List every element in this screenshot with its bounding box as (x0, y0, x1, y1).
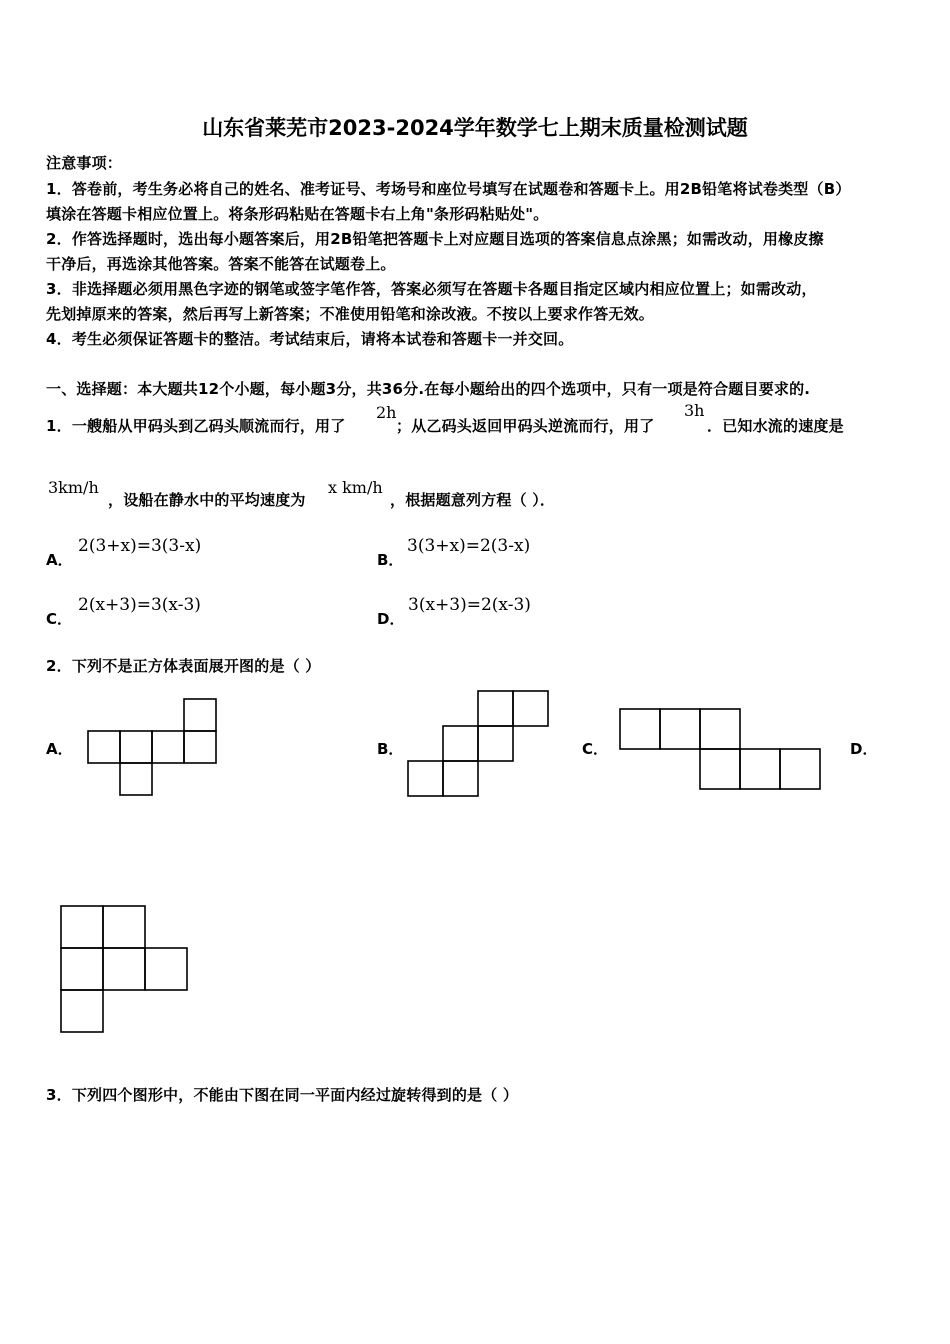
q2-option-d-label[interactable]: D． (850, 740, 878, 758)
notice-line: 填涂在答题卡相应位置上。将条形码粘贴在答题卡右上角"条形码粘贴处"。 (46, 205, 549, 223)
notice-line: 4．考生必须保证答题卡的整洁。考试结束后，请将本试卷和答题卡一并交回。 (46, 330, 574, 348)
notice-line: 先划掉原来的答案，然后再写上新答案；不准使用铅笔和涂改液。不按以上要求作答无效。 (46, 305, 655, 323)
cube-net-a-figure (88, 699, 216, 795)
q1-text-part1: 1．一艘船从甲码头到乙码头顺流而行，用了 (46, 417, 346, 435)
q1-option-d-expr: 3(x+3)=2(x-3) (408, 595, 531, 615)
q1-option-a-label[interactable]: A． (46, 551, 73, 569)
notice-line: 2．作答选择题时，选出每小题答案后，用2B铅笔把答题卡上对应题目选项的答案信息点涂黑；如需改动，用橡皮擦 (46, 230, 824, 248)
q1-text-part4: ，设船在静水中的平均速度为 (108, 491, 306, 509)
q2-option-c-label[interactable]: C． (582, 740, 609, 758)
notice-line: 干净后，再选涂其他答案。答案不能答在试题卷上。 (46, 255, 396, 273)
notice-line: 1．答卷前，考生务必将自己的姓名、准考证号、考场号和座位号填写在试题卷和答题卡上。用2B铅笔将试卷类型（B） (46, 180, 851, 198)
q1-text-part2: ；从乙码头返回甲码头逆流而行，用了 (396, 417, 655, 435)
q1-time-downstream: 2h (376, 403, 397, 422)
q1-option-c-label[interactable]: C． (46, 610, 73, 628)
q1-variable: x km/h (328, 478, 383, 497)
q1-water-speed: 3km/h (48, 478, 99, 497)
notice-heading: 注意事项： (46, 154, 123, 172)
section-heading: 一、选择题：本大题共12个小题，每小题3分，共36分.在每小题给出的四个选项中，只有一项是符合题目要求的. (46, 380, 811, 398)
cube-net-c-figure (620, 709, 820, 789)
q1-option-d-label[interactable]: D． (377, 610, 405, 628)
q1-time-upstream: 3h (684, 401, 705, 420)
q2-option-b-label[interactable]: B． (377, 740, 404, 758)
q1-option-b-label[interactable]: B． (377, 551, 404, 569)
cube-net-b-figure (408, 691, 548, 796)
q1-option-a-expr: 2(3+x)=3(3-x) (78, 536, 202, 556)
q3-text: 3．下列四个图形中，不能由下图在同一平面内经过旋转得到的是（ ） (46, 1086, 519, 1104)
q1-text-part5: ，根据题意列方程（ ）． (390, 491, 556, 509)
q2-text: 2．下列不是正方体表面展开图的是（ ） (46, 657, 321, 675)
q1-option-b-expr: 3(3+x)=2(3-x) (407, 536, 531, 556)
page-title: 山东省莱芜市2023-2024学年数学七上期末质量检测试题 (202, 116, 748, 140)
notice-line: 3．非选择题必须用黑色字迹的钢笔或签字笔作答，答案必须写在答题卡各题目指定区域内相应位置上；如需改动， (46, 280, 817, 298)
q2-option-a-label[interactable]: A． (46, 740, 73, 758)
cube-net-d-figure (61, 906, 187, 1032)
q1-text-part3: ．已知水流的速度是 (707, 417, 844, 435)
q1-option-c-expr: 2(x+3)=3(x-3) (78, 595, 201, 615)
